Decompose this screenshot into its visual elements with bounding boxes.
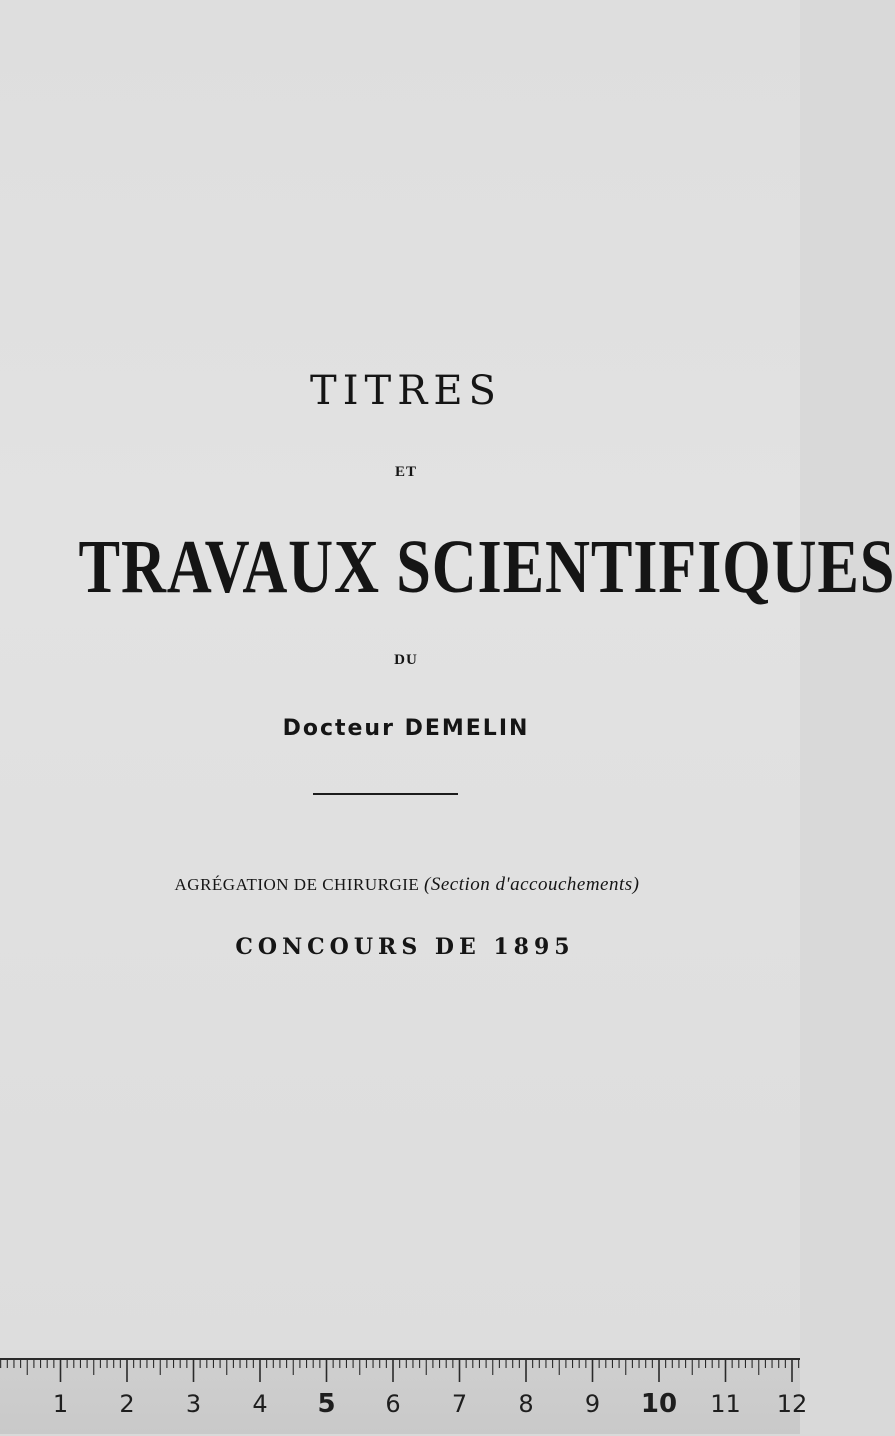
divider-rule bbox=[313, 793, 458, 795]
ruler-label: 8 bbox=[518, 1390, 534, 1418]
ruler-label: 6 bbox=[385, 1390, 401, 1418]
ruler-label: 2 bbox=[119, 1390, 135, 1418]
ruler-label: 7 bbox=[451, 1390, 468, 1418]
measurement-ruler bbox=[0, 1358, 808, 1434]
title-conjunction: ET bbox=[394, 464, 417, 480]
concours-year: CONCOURS DE 1895 bbox=[235, 934, 575, 960]
subtitle-main: AGRÉGATION DE CHIRURGIE bbox=[174, 875, 420, 894]
ruler-scale bbox=[0, 1360, 808, 1436]
ruler-label: 12 bbox=[776, 1390, 808, 1418]
title-preposition: DU bbox=[394, 652, 418, 668]
author-name: Docteur DEMELIN bbox=[282, 716, 530, 741]
ruler-label: 10 bbox=[640, 1389, 678, 1419]
title-titres: TITRES bbox=[310, 368, 502, 414]
ruler-label: 3 bbox=[185, 1390, 202, 1418]
ruler-label: 5 bbox=[317, 1389, 336, 1419]
ruler-label: 1 bbox=[52, 1390, 69, 1418]
ruler-label: 4 bbox=[252, 1390, 268, 1418]
ruler-label: 11 bbox=[710, 1390, 741, 1418]
subtitle-line bbox=[0, 874, 800, 896]
title-travaux-scientifiques: TRAVAUX SCIENTIFIQUES bbox=[78, 525, 895, 609]
subtitle-parenthetical: (Section d'accouchements) bbox=[424, 874, 640, 895]
ruler-label: 9 bbox=[584, 1390, 601, 1418]
